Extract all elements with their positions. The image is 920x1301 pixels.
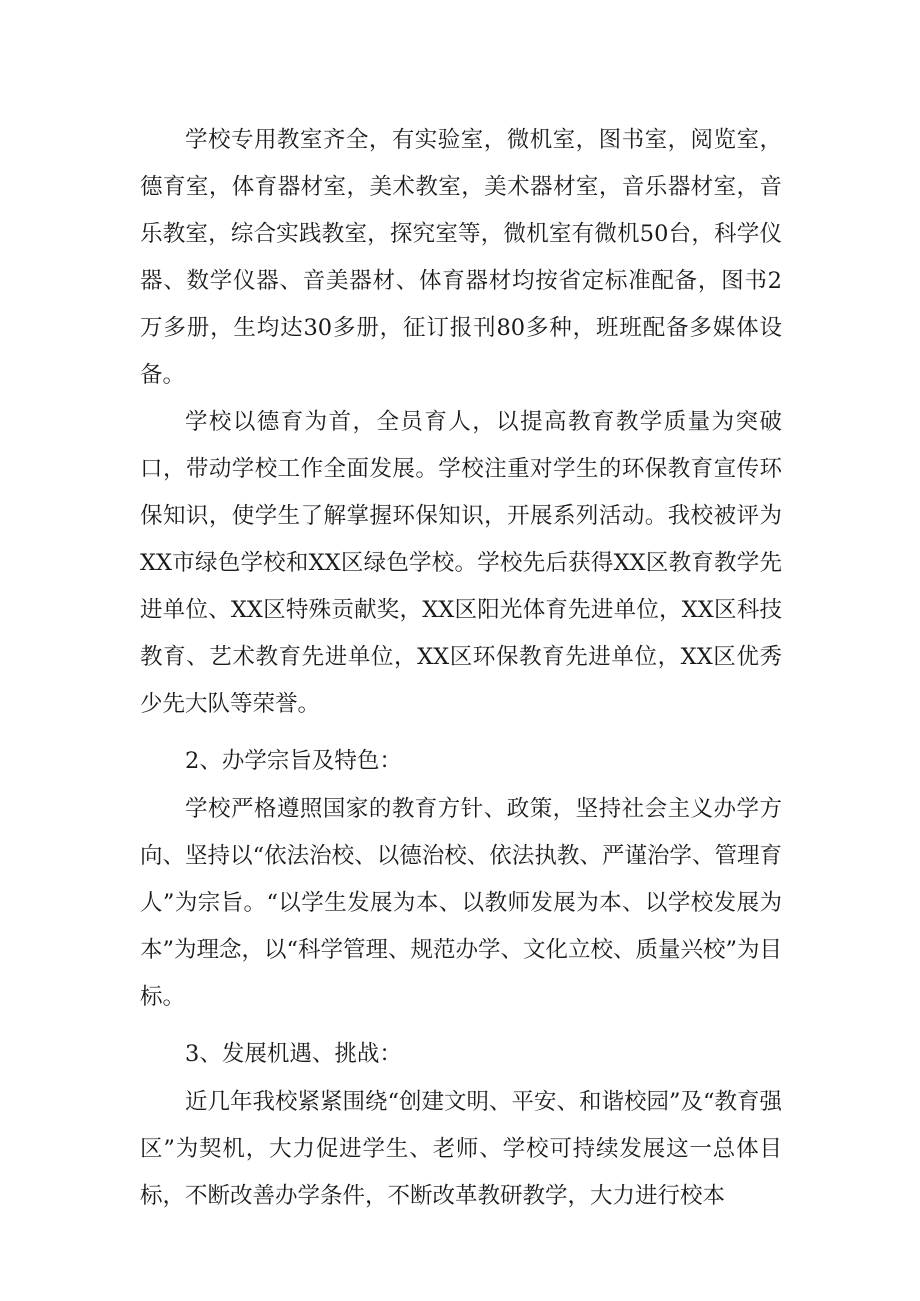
section-heading-opportunities: 3、发展机遇、挑战：	[185, 1041, 402, 1067]
paragraph-purpose: 学校严格遵照国家的教育方针、政策，坚持社会主义办学方向、坚持以“依法治校、以德治校、依法执教、严谨治学、管理育人”为宗旨。“以学生发展为本、以教师发展为本、以学校发展为本”为理念，以“科学管理、规范办学、文化立校、质量兴校”为目标。	[140, 796, 783, 1010]
paragraph-moral-education: 学校以德育为首，全员育人，以提高教育教学质量为突破口，带动学校工作全面发展。学校注重对学生的环保教育宣传环保知识，使学生了解掌握环保知识，开展系列活动。我校被评为XX市绿色学校和XX区绿色学校。学校先后获得XX区教育教学先进单位、XX区特殊贡献奖，XX区阳光体育先进单位，XX区科技教育、艺术教育先进单位，XX区环保教育先进单位，XX区优秀少先大队等荣誉。	[140, 409, 782, 717]
section-heading-purpose: 2、办学宗旨及特色：	[185, 748, 402, 774]
paragraph-facilities: 学校专用教室齐全，有实验室，微机室，图书室，阅览室，德育室，体育器材室，美术教室，美术器材室，音乐器材室，音乐教室，综合实践教室，探究室等，微机室有微机50台，科学仪器、数学仪器、音美器材、体育器材均按省定标准配备，图书2万多册，生均达30多册，征订报刊80多种，班班配备多媒体设备。	[140, 127, 782, 388]
document-page	[140, 117, 782, 1220]
paragraph-opportunities: 近几年我校紧紧围绕“创建文明、平安、和谐校园”及“教育强区”为契机，大力促进学生、老师、学校可持续发展这一总体目标，不断改善办学条件，不断改革教研教学，大力进行校本	[140, 1089, 783, 1209]
